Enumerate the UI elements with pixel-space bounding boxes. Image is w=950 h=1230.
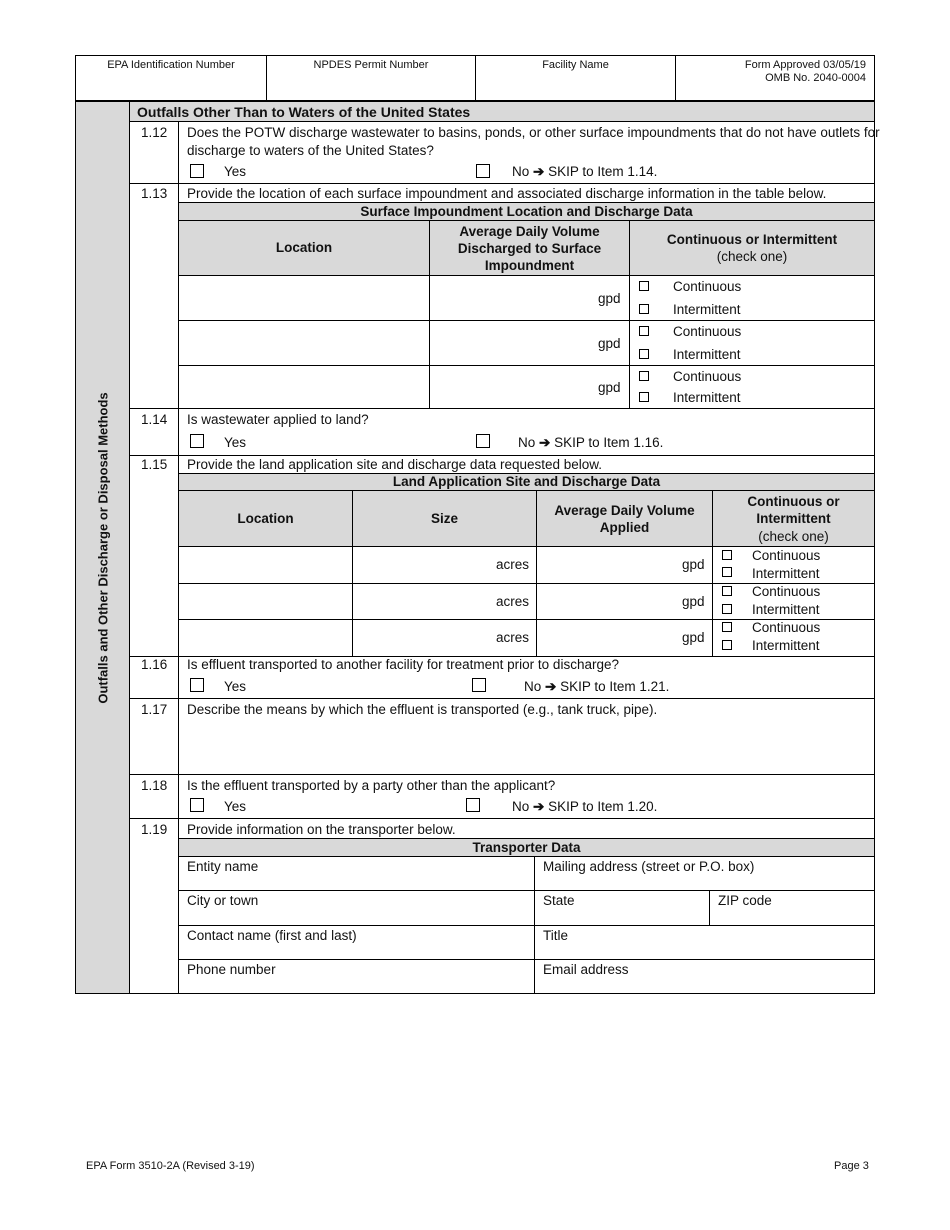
continuous-checkbox[interactable] — [639, 326, 649, 336]
section-title: Outfalls Other Than to Waters of the United States — [137, 104, 471, 120]
continuous-checkbox[interactable] — [639, 371, 649, 381]
yes-label: Yes — [224, 799, 247, 814]
mailing-address-field[interactable]: Mailing address (street or P.O. box) — [543, 859, 755, 874]
question-1-13: Provide the location of each surface impoundment and associated discharge information in the table below. — [187, 186, 827, 201]
yes-label: Yes — [224, 679, 247, 694]
unit-label: gpd — [682, 630, 705, 645]
item-number: 1.15 — [141, 457, 168, 472]
item-number: 1.19 — [141, 822, 168, 837]
arrow-icon: ➔ — [539, 435, 551, 450]
intermittent-checkbox[interactable] — [639, 392, 649, 402]
question-1-15: Provide the land application site and discharge data requested below. — [187, 457, 603, 472]
state-field[interactable]: State — [543, 893, 575, 908]
yes-label: Yes — [224, 164, 247, 179]
unit-label: gpd — [598, 380, 621, 395]
yes-checkbox-1-12[interactable] — [190, 164, 204, 178]
question-1-19: Provide information on the transporter below. — [187, 822, 456, 837]
yes-label: Yes — [224, 435, 247, 450]
bottom-border — [129, 993, 875, 994]
item-number: 1.17 — [141, 702, 168, 717]
item-number: 1.12 — [141, 125, 168, 140]
item-number: 1.16 — [141, 657, 168, 672]
col-continuous: Continuous or — [747, 494, 840, 509]
location-input[interactable] — [179, 584, 352, 619]
email-field[interactable]: Email address — [543, 962, 629, 977]
item-number: 1.13 — [141, 186, 168, 201]
facility-field[interactable] — [475, 55, 676, 101]
right-border — [874, 101, 875, 994]
transport-means-input[interactable] — [179, 720, 874, 774]
question-1-17: Describe the means by which the effluent is transported (e.g., tank truck, pipe). — [187, 702, 658, 717]
unit-label: acres — [496, 594, 530, 609]
no-skip-1-14: No ➔ SKIP to Item 1.16. — [518, 435, 664, 450]
arrow-icon: ➔ — [533, 799, 545, 814]
npdes-label: NPDES Permit Number — [313, 59, 429, 71]
intermittent-checkbox[interactable] — [639, 304, 649, 314]
land-table-title: Land Application Site and Discharge Data — [392, 474, 661, 489]
continuous-checkbox[interactable] — [639, 281, 649, 291]
col-size: Size — [430, 511, 458, 526]
col-volume: Average Daily Volume — [459, 224, 600, 239]
unit-label: gpd — [598, 291, 621, 306]
entity-name-field[interactable]: Entity name — [187, 859, 259, 874]
yes-checkbox-1-16[interactable] — [190, 678, 204, 692]
question-1-16: Is effluent transported to another facility for treatment prior to discharge? — [187, 657, 619, 672]
zip-field[interactable]: ZIP code — [718, 893, 772, 908]
location-input[interactable] — [179, 276, 429, 320]
intermittent-checkbox[interactable] — [639, 349, 649, 359]
question-1-12-line2: discharge to waters of the United States? — [187, 143, 434, 158]
no-checkbox-1-12[interactable] — [476, 164, 490, 178]
form-approved-box — [675, 55, 875, 101]
question-1-18: Is the effluent transported by a party other than the applicant? — [187, 778, 556, 793]
unit-label: acres — [496, 630, 530, 645]
sidebar — [75, 101, 130, 994]
no-skip-1-18: No ➔ SKIP to Item 1.20. — [512, 799, 658, 814]
epa-id-label: EPA Identification Number — [107, 59, 235, 71]
question-1-14: Is wastewater applied to land? — [187, 412, 369, 427]
yes-checkbox-1-14[interactable] — [190, 434, 204, 448]
npdes-field[interactable] — [266, 55, 476, 101]
title-field[interactable]: Title — [543, 928, 569, 943]
intermittent-checkbox[interactable] — [722, 567, 732, 577]
col-location: Location — [275, 240, 333, 255]
epa-id-field[interactable] — [75, 55, 267, 101]
no-skip-1-12: No ➔ SKIP to Item 1.14. — [512, 164, 658, 179]
omb-number: OMB No. 2040-0004 — [765, 72, 866, 84]
city-field[interactable]: City or town — [187, 893, 259, 908]
no-checkbox-1-14[interactable] — [476, 434, 490, 448]
unit-label: gpd — [682, 594, 705, 609]
yes-checkbox-1-18[interactable] — [190, 798, 204, 812]
location-input[interactable] — [179, 547, 352, 583]
item-number: 1.14 — [141, 412, 168, 427]
page-number: Page 3 — [834, 1160, 869, 1172]
form-approved-date: Form Approved 03/05/19 — [744, 59, 866, 71]
no-checkbox-1-16[interactable] — [472, 678, 486, 692]
location-input[interactable] — [179, 321, 429, 365]
location-input[interactable] — [179, 620, 352, 656]
intermittent-checkbox[interactable] — [722, 604, 732, 614]
phone-field[interactable]: Phone number — [187, 962, 276, 977]
unit-label: gpd — [682, 557, 705, 572]
form-number: EPA Form 3510-2A (Revised 3-19) — [86, 1160, 255, 1172]
arrow-icon: ➔ — [533, 164, 545, 179]
facility-label: Facility Name — [542, 59, 609, 71]
no-skip-1-16: No ➔ SKIP to Item 1.21. — [524, 679, 670, 694]
continuous-checkbox[interactable] — [722, 550, 732, 560]
col-continuous: Continuous or Intermittent — [666, 232, 838, 247]
no-checkbox-1-18[interactable] — [466, 798, 480, 812]
unit-label: gpd — [598, 336, 621, 351]
continuous-checkbox[interactable] — [722, 622, 732, 632]
continuous-checkbox[interactable] — [722, 586, 732, 596]
num-col-left-border — [129, 101, 130, 994]
intermittent-checkbox[interactable] — [722, 640, 732, 650]
surface-table-title: Surface Impoundment Location and Discharge Data — [360, 204, 693, 219]
col-volume: Average Daily Volume — [554, 503, 695, 518]
sidebar-title: Outfalls and Other Discharge or Disposal Methods — [95, 391, 111, 704]
location-input[interactable] — [179, 366, 429, 408]
item-number: 1.18 — [141, 778, 168, 793]
unit-label: acres — [496, 557, 530, 572]
question-1-12-line1: Does the POTW discharge wastewater to basins, ponds, or other surface impoundments that do not have outlets for — [187, 125, 880, 140]
contact-name-field[interactable]: Contact name (first and last) — [187, 928, 357, 943]
arrow-icon: ➔ — [545, 679, 557, 694]
transporter-table-title: Transporter Data — [472, 840, 581, 855]
col-location: Location — [237, 511, 294, 526]
